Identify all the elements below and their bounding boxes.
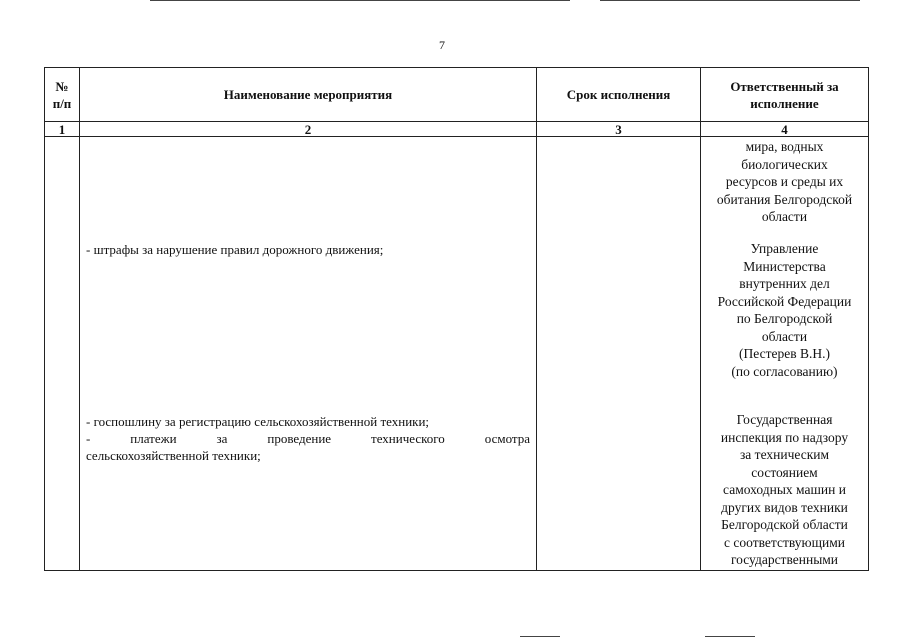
page-number: 7 — [439, 38, 445, 52]
resp-line: по Белгородской — [736, 311, 833, 326]
column-index-2: 2 — [80, 122, 537, 137]
word: технического — [371, 431, 445, 446]
word: платежи — [130, 431, 177, 446]
resp-line: самоходных машин и — [723, 482, 846, 497]
header-number-line2: п/п — [52, 95, 72, 111]
column-index-1: 1 — [45, 122, 80, 137]
table-header-row — [45, 68, 869, 122]
header-responsible — [701, 68, 869, 122]
resp-line: мира, водных — [745, 139, 824, 154]
scan-artifact-top-right — [600, 0, 860, 1]
item-inspection-payments-line2: сельскохозяйственной техники; — [86, 448, 261, 463]
scan-artifact-bottom-right — [705, 636, 755, 637]
header-responsible-line2: исполнение — [750, 95, 819, 111]
header-number — [45, 68, 80, 122]
word: проведение — [267, 431, 332, 446]
responsible-block-inspection — [703, 411, 866, 569]
word: осмотра — [484, 431, 531, 446]
resp-line: внутренних дел — [739, 276, 830, 291]
item-inspection-payments-line1 — [86, 430, 530, 447]
resp-line: с соответствующими — [724, 534, 845, 550]
resp-line: обитания Белгородской — [716, 191, 853, 207]
column-index-4: 4 — [701, 122, 869, 137]
column-index-row — [45, 122, 869, 137]
scan-artifact-top-left — [150, 0, 570, 1]
column-index-3: 3 — [537, 122, 701, 137]
number-cell — [45, 137, 80, 571]
header-number-line1: № — [55, 78, 69, 94]
resp-line: других видов техники — [721, 499, 848, 515]
measures-table — [44, 67, 869, 571]
resp-line: Государственная — [736, 412, 833, 427]
word: за — [216, 431, 228, 446]
resp-line: (Пестерев В.Н.) — [739, 346, 830, 361]
deadline-cell — [537, 137, 701, 571]
measure-name-cell — [80, 137, 537, 571]
resp-line: биологических — [741, 156, 828, 172]
item-traffic-fines: - штрафы за нарушение правил дорожного движения; — [86, 242, 384, 257]
resp-line: Управление — [750, 241, 819, 256]
resp-line: Белгородской области — [721, 517, 848, 532]
resp-line: Министерства — [743, 258, 826, 274]
resp-line: за техническим — [739, 447, 830, 462]
resp-line: состоянием — [751, 464, 818, 480]
header-deadline: Срок исполнения — [537, 68, 701, 122]
word: - — [86, 431, 91, 446]
item-state-duty: - госпошлину за регистрацию сельскохозяйственной техники; — [86, 414, 430, 429]
responsible-cell — [701, 137, 869, 571]
resp-line: государственными — [730, 552, 839, 567]
resp-line: Российской Федерации — [717, 293, 852, 309]
resp-line: ресурсов и среды их — [725, 174, 844, 189]
responsible-block-environment — [703, 138, 866, 226]
resp-line: области — [761, 209, 808, 224]
resp-line: инспекция по надзору — [720, 429, 849, 445]
table-row — [45, 137, 869, 571]
header-responsible-line1: Ответственный за — [730, 78, 839, 94]
scan-artifact-bottom-mid — [520, 636, 560, 637]
resp-line: (по согласованию) — [731, 363, 838, 379]
responsible-block-police — [703, 240, 866, 380]
header-measure-name: Наименование мероприятия — [80, 68, 537, 122]
resp-line: области — [761, 328, 808, 344]
